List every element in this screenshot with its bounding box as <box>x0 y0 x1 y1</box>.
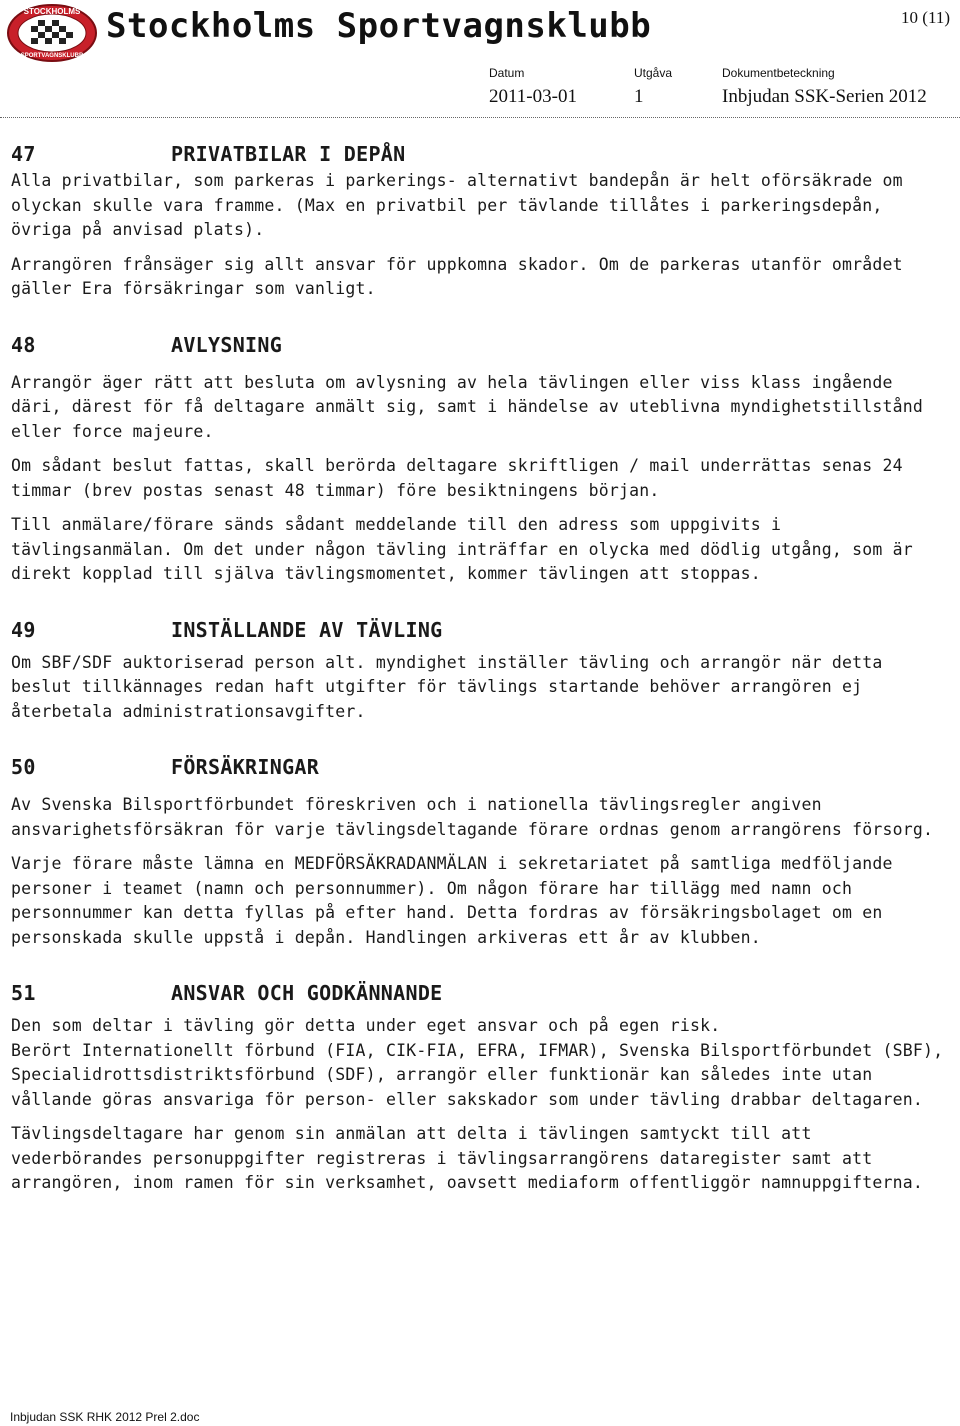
section-heading <box>11 139 951 169</box>
paragraph: Alla privatbilar, som parkeras i parkerings- alternativt bandepån är helt oförsäkrade om olyckan skulle vara framme. (Max en privatbil per tävlande tillåtes i parkeringsdepån, övriga på anvisad plats). <box>11 171 903 239</box>
dokumentbeteckning-label: Dokumentbeteckning <box>722 66 835 80</box>
section-number: 47 <box>11 142 36 166</box>
paragraph: Om sådant beslut fattas, skall berörda deltagare skriftligen / mail underrättas senas 24 timmar (brev postas senast 48 timmar) före besiktningens början. <box>11 456 903 500</box>
paragraph: Arrangören frånsäger sig allt ansvar för uppkomna skador. Om de parkeras utanför området gäller Era försäkringar som vanligt. <box>11 254 903 298</box>
paragraph: Om SBF/SDF auktoriserad person alt. myndighet inställer tävling och arrangör när detta beslut tillkännages redan haft utgifter för tävlings startande behöver arrangören ej återbetala administrationsavgifter. <box>11 652 883 721</box>
section-heading <box>11 615 951 645</box>
section-title: AVLYSNING <box>171 332 283 357</box>
dokumentbeteckning-value: Inbjudan SSK-Serien 2012 <box>722 86 927 107</box>
page-number: 10 (11) <box>901 8 950 27</box>
section-title: FÖRSÄKRINGAR <box>171 755 320 779</box>
org-title: Stockholms Sportvagnsklubb <box>106 6 652 46</box>
logo-text-top: STOCKHOLMS <box>23 7 81 16</box>
section-heading <box>11 752 951 782</box>
header-divider <box>0 117 960 119</box>
utgava-value: 1 <box>634 86 644 107</box>
paragraph: Arrangör äger rätt att besluta om avlysning av hela tävlingen eller viss klass ingående däri, därest för få deltagare anmält sig, samt i händelse av uteblivna myndighetstillstånd eller force majeure. <box>11 372 924 441</box>
paragraph: Den som deltar i tävling gör detta under eget ansvar och på egen risk. <box>11 1016 721 1035</box>
section-number: 51 <box>11 981 36 1005</box>
footer-filename: Inbjudan SSK RHK 2012 Prel 2.doc <box>10 1410 200 1424</box>
datum-label: Datum <box>489 66 525 80</box>
section-title: INSTÄLLANDE AV TÄVLING <box>171 617 443 642</box>
section-number: 50 <box>11 755 36 779</box>
club-logo <box>6 3 98 63</box>
paragraph: Tävlingsdeltagare har genom sin anmälan att delta i tävlingen samtyckt till att vederbörandes personuppgifter registreras i tävlingsarrangörens dataregister samt att arrangören, inom ramen för sin verksamhet, oavsett mediaform offentliggör namnuppgifterna. <box>11 1124 924 1192</box>
section-number: 48 <box>11 332 36 357</box>
section-heading <box>11 978 951 1008</box>
document-body <box>11 139 951 1196</box>
paragraph: Till anmälare/förare sänds sådant meddelande till den adress som uppgivits i tävlingsanmälan. Om det under någon tävling inträffar en olycka med dödlig utgång, som är direkt kopplad till själva tävlingsmomentet, kommer tävlingen att stoppas. <box>11 515 913 583</box>
paragraph: Varje förare måste lämna en MEDFÖRSÄKRADANMÄLAN i sekretariatet på samtliga medföljande personer i teamet (namn och personnummer). Om någon förare har tillägg med namn och personnummer kan detta fyllas på efter hand. Detta fordras av försäkringsbolaget om en personskada skulle uppstå i depån. Handlingen arkiveras ett år av klubben. <box>11 854 893 947</box>
section-number: 49 <box>11 617 36 642</box>
paragraph: Berört Internationellt förbund (FIA, CIK-FIA, EFRA, IFMAR), Svenska Bilsportförbundet (SBF), Specialidrottsdistriktsförbund (SDF), arrangör eller funktionär kan således inte utan vållande göras ansvariga för person- eller sakskador som under tävling drabbar deltagaren. <box>11 1040 944 1109</box>
datum-value: 2011-03-01 <box>489 86 577 107</box>
utgava-label: Utgåva <box>634 66 673 80</box>
paragraph: Av Svenska Bilsportförbundet föreskriven och i nationella tävlingsregler angiven ansvarighetsförsäkran för varje tävlingsdeltagande förare ordnas genom arrangörens försorg. <box>11 795 934 839</box>
section-title: PRIVATBILAR I DEPÅN <box>171 142 406 166</box>
section-heading <box>11 330 951 360</box>
logo-text-bottom: SPORTVAGNSKLUBB <box>20 53 84 59</box>
section-title: ANSVAR OCH GODKÄNNANDE <box>171 981 443 1005</box>
